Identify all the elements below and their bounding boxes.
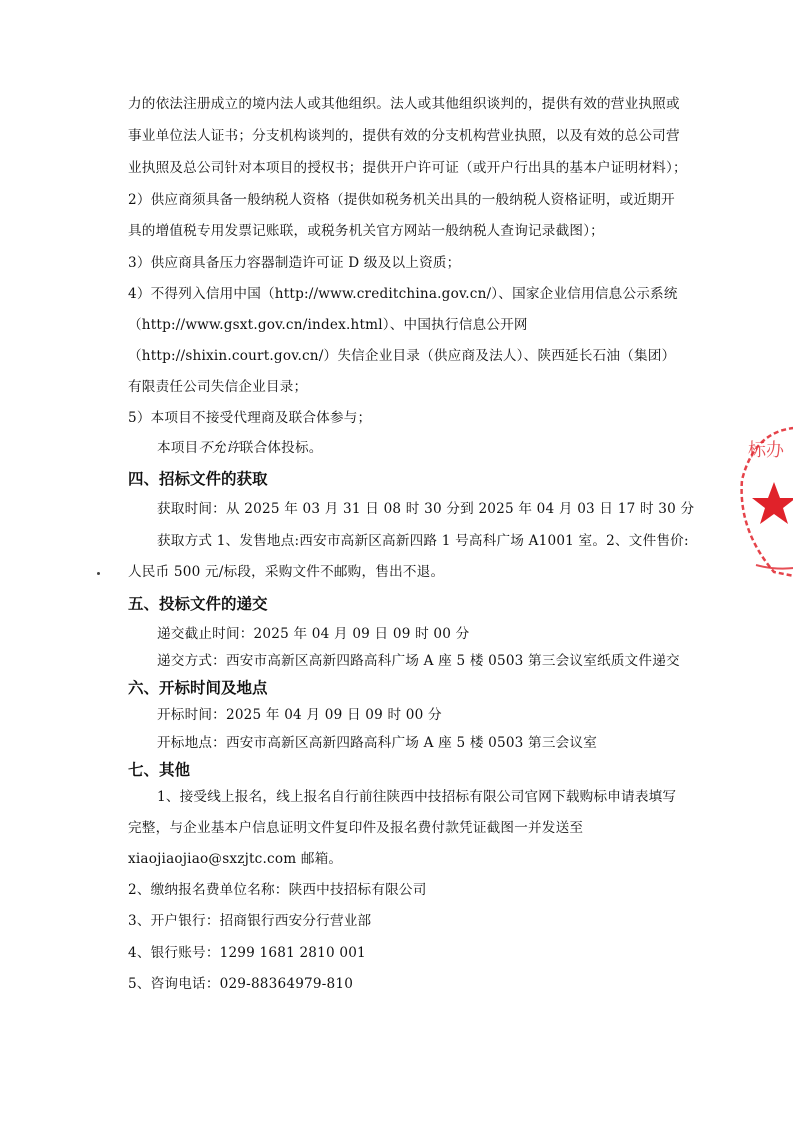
scan-speck bbox=[97, 572, 100, 575]
text-line: 获取方式 1、发售地点:西安市高新区高新四路 1 号高科广场 A1001 室。2、文件售价: bbox=[157, 533, 689, 549]
text-line: 递交方式：西安市高新区高新四路高科广场 A 座 5 楼 0503 第三会议室纸质文件递交 bbox=[157, 653, 680, 669]
text-line: 4、银行账号：1299 1681 2810 001 bbox=[128, 945, 366, 961]
text-line: 1、接受线上报名，线上报名自行前往陕西中技招标有限公司官网下载购标申请表填写 bbox=[157, 789, 677, 805]
text-line: xiaojiaojiao@sxzjtc.com 邮箱。 bbox=[128, 851, 343, 867]
text-line: 完整，与企业基本户信息证明文件复印件及报名费付款凭证截图一并发送至 bbox=[128, 820, 584, 836]
text-line: （http://shixin.court.gov.cn/）失信企业目录（供应商及法人）、陕西延长石油（集团） bbox=[128, 348, 676, 364]
section-heading-5: 五、投标文件的递交 bbox=[128, 595, 268, 613]
text-line: （http://www.gsxt.gov.cn/index.html）、中国执行信息公开网 bbox=[128, 317, 528, 333]
text-line: 开标地点：西安市高新区高新四路高科广场 A 座 5 楼 0503 第三会议室 bbox=[157, 735, 598, 751]
text-line: 人民币 500 元/标段，采购文件不邮购，售出不退。 bbox=[128, 564, 445, 580]
text-line: 力的依法注册成立的境内法人或其他组织。法人或其他组织谈判的，提供有效的营业执照或 bbox=[128, 96, 680, 112]
section-heading-7: 七、其他 bbox=[128, 761, 191, 779]
text-line: 5）本项目不接受代理商及联合体参与； bbox=[128, 410, 372, 426]
text-line: 具的增值税专用发票记账联，或税务机关官方网站一般纳税人查询记录截图）； bbox=[128, 223, 604, 239]
text-line: 事业单位法人证书；分支机构谈判的，提供有效的分支机构营业执照，以及有效的总公司营 bbox=[128, 128, 680, 144]
seal-ring-arc bbox=[756, 565, 793, 569]
seal-stamp bbox=[734, 420, 793, 580]
text-line: 4）不得列入信用中国（http://www.creditchina.gov.cn/）、国家企业信用信息公示系统 bbox=[128, 286, 678, 302]
seal-text: 标办 bbox=[748, 440, 784, 461]
text-line: 2）供应商须具备一般纳税人资格（提供如税务机关出具的一般纳税人资格证明，或近期开 bbox=[128, 192, 675, 208]
text-line: 3）供应商具备压力容器制造许可证 D 级及以上资质； bbox=[128, 255, 461, 271]
text-line: 有限责任公司失信企业目录； bbox=[128, 379, 308, 395]
text-line: 业执照及总公司针对本项目的授权书；提供开户许可证（或开户行出具的基本户证明材料）； bbox=[128, 160, 687, 176]
emphasis-text: 不允许 bbox=[198, 440, 240, 456]
text-line: 3、开户银行：招商银行西安分行营业部 bbox=[128, 913, 372, 929]
text-line: 开标时间：2025 年 04 月 09 日 09 时 00 分 bbox=[157, 707, 442, 723]
text-line: 5、咨询电话：029-88364979-810 bbox=[128, 976, 354, 992]
text-line: 递交截止时间：2025 年 04 月 09 日 09 时 00 分 bbox=[157, 626, 470, 642]
section-heading-4: 四、招标文件的获取 bbox=[128, 470, 268, 488]
text-line bbox=[157, 439, 323, 457]
text-segment: 本项目 bbox=[157, 440, 199, 456]
text-line: 2、缴纳报名费单位名称：陕西中技招标有限公司 bbox=[128, 882, 427, 898]
section-heading-6: 六、开标时间及地点 bbox=[128, 679, 268, 697]
text-line: 获取时间：从 2025 年 03 月 31 日 08 时 30 分到 2025 年 04 月 03 日 17 时 30 分 bbox=[157, 501, 695, 517]
text-segment: 联合体投标。 bbox=[239, 440, 323, 456]
star-icon bbox=[752, 482, 793, 524]
